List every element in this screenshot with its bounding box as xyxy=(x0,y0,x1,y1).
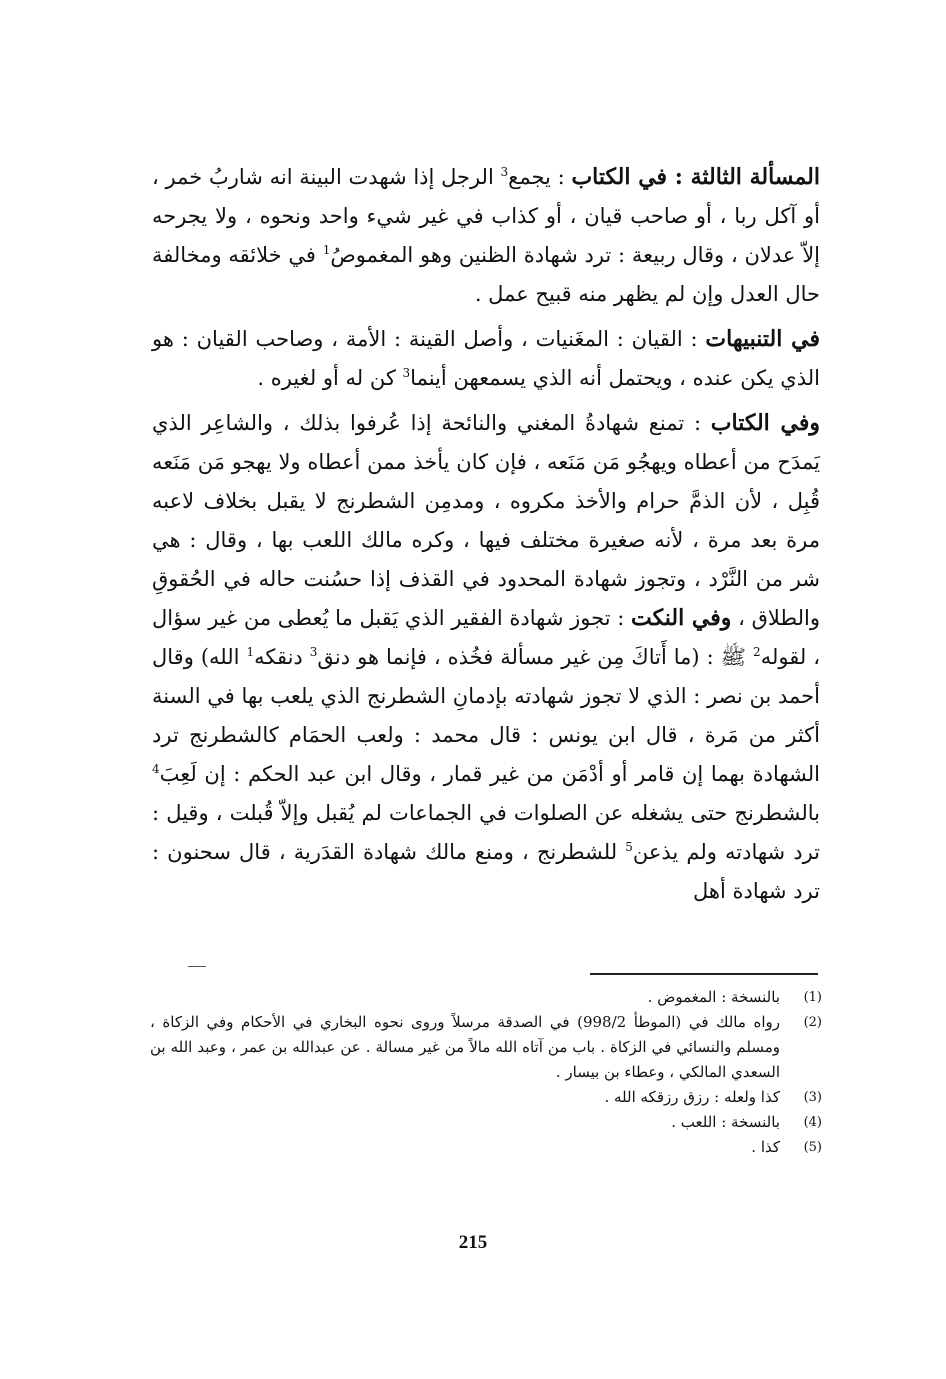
footnote-marker: 3 xyxy=(500,165,509,179)
paragraph-text: دنقكه xyxy=(254,645,310,669)
footnote-marker: 1 xyxy=(322,243,331,257)
section-heading: وفي الكتاب xyxy=(710,410,821,436)
section-heading: وفي النكت xyxy=(631,605,732,631)
footnote-text: بالنسخة : المغموض . xyxy=(647,988,780,1006)
footnote-text: كذا . xyxy=(751,1138,780,1156)
footnote-marker: 3 xyxy=(402,366,411,380)
footnote-marker: 3 xyxy=(309,645,318,659)
paragraph-text: للشطرنج ، ومنع مالك شهادة القدَرية ، قال سحنون : ترد شهادة أهل xyxy=(152,840,820,903)
footnotes xyxy=(150,985,822,1160)
footnote-5 xyxy=(150,1135,822,1160)
footnote-number: (4) xyxy=(803,1115,822,1130)
footnote-2 xyxy=(150,1010,822,1085)
paragraph-text: كن له أو لغيره . xyxy=(257,366,403,390)
paragraph-masala-thalitha xyxy=(152,158,820,314)
footnote-marker: 5 xyxy=(625,840,633,854)
footnote-marker: 2 xyxy=(753,645,761,659)
footnote-number: (2) xyxy=(803,1015,822,1030)
footnote-number: (3) xyxy=(803,1090,822,1105)
footnote-number: (5) xyxy=(803,1140,822,1155)
paragraph-text: بالشطرنج حتى يشغله عن الصلوات في الجماعات لم يُقبل وإلاّ قُبلت ، وقيل : ترد شهادته ولم يذعن xyxy=(152,801,820,864)
footnote-marker: 1 xyxy=(246,645,255,659)
footnote-text: بالنسخة : اللعب . xyxy=(671,1113,780,1131)
paragraph-tanbihat xyxy=(152,320,820,398)
footnote-marker: 4 xyxy=(152,762,160,776)
paragraph-text: في خلائقه ومخالفة حال العدل وإن لم يظهر منه قبيح عمل . xyxy=(152,243,820,306)
paragraph-text: الله) وقال أحمد بن نصر : الذي لا تجوز شهادته بإدمانِ الشطرنج الذي يلعب بها في السنة أكثر من مَرة ، قال ابن يونس : قال محمد : ولعب الحمَام كالشطرنج ترد الشهادة بهما إن قامر أو أدْمَن من غير قمار ، وقال ابن عبد الحكم : إن لَعِبَ xyxy=(152,645,820,786)
page-number: 215 xyxy=(458,1232,488,1253)
paragraph-text: ﷺ : (ما أَتاكَ مِن غير مسألة فخُذه ، فإنما هو دنق xyxy=(317,645,754,669)
paragraph-text: : يجمع xyxy=(508,165,572,189)
footnote-separator xyxy=(590,973,818,975)
paragraph-text: الرجل إذا شهدت البينة انه شاربُ خمر ، أو آكل ربا ، أو صاحب قيان ، أو كذاب في غير شيء واحد ونحوه ، ولا يجرحه إلاّ عدلان ، وقال ربيعة : ترد شهادة الظنين وهو المغموصُ xyxy=(152,165,821,267)
footnote-number: (1) xyxy=(803,990,822,1005)
main-text-body xyxy=(152,158,820,911)
paragraph-text: : تمنع شهادةُ المغني والنائحة إذا عُرفوا بذلك ، والشاعِر الذي يَمدَح من أعطاه ويهجُو مَن مَنَعه ، فإن كان يأخذ ممن أعطاه ولا يهجو مَن مَنَعه قُبِل ، لأن الذمَّ حرام والأخذ مكروه ، ومدمِن الشطرنج لا يقبل بخلاف لاعبه مرة بعد مرة ، لأنه صغيرة مختلف فيها ، وكره مالك اللعب بها ، وقال : هي شر من النَّرْد ، وتجوز شهادة المحدود في القذف إذا حسُنت حاله في الحُقوقِ والطلاق ، xyxy=(152,411,820,630)
footnote-text: رواه مالك في (الموطأ 998/2) في الصدقة مرسلاً وروى نحوه البخاري في الأحكام وفي الزكاة ، ومسلم والنسائي في الزكاة . باب من آتاه الله مالاً من غير مسالة . عن عبدالله بن عمر ، وعبد الله بن السعدي المالكي ، وعطاء بن بيسار . xyxy=(150,1013,780,1081)
footnote-4 xyxy=(150,1110,822,1135)
stray-mark xyxy=(188,966,206,967)
paragraph-fi-al-kitab xyxy=(152,404,820,911)
footnote-text: كذا ولعله : رزق رزقكه الله . xyxy=(604,1088,780,1106)
footnote-1 xyxy=(150,985,822,1010)
paragraph-text: : تجوز شهادة الفقير الذي يَقبل ما يُعطى من غير سؤال ، لقوله xyxy=(152,606,820,669)
section-heading: في التنبيهات xyxy=(705,326,821,352)
paragraph-text: : القيان : المغَنيات ، وأصل القينة : الأمة ، وصاحب القيان : هو الذي يكن عنده ، ويحتمل أنه الذي يسمعهن أينما xyxy=(152,327,820,390)
footnote-3 xyxy=(150,1085,822,1110)
section-heading: المسألة الثالثة : في الكتاب xyxy=(571,164,820,190)
